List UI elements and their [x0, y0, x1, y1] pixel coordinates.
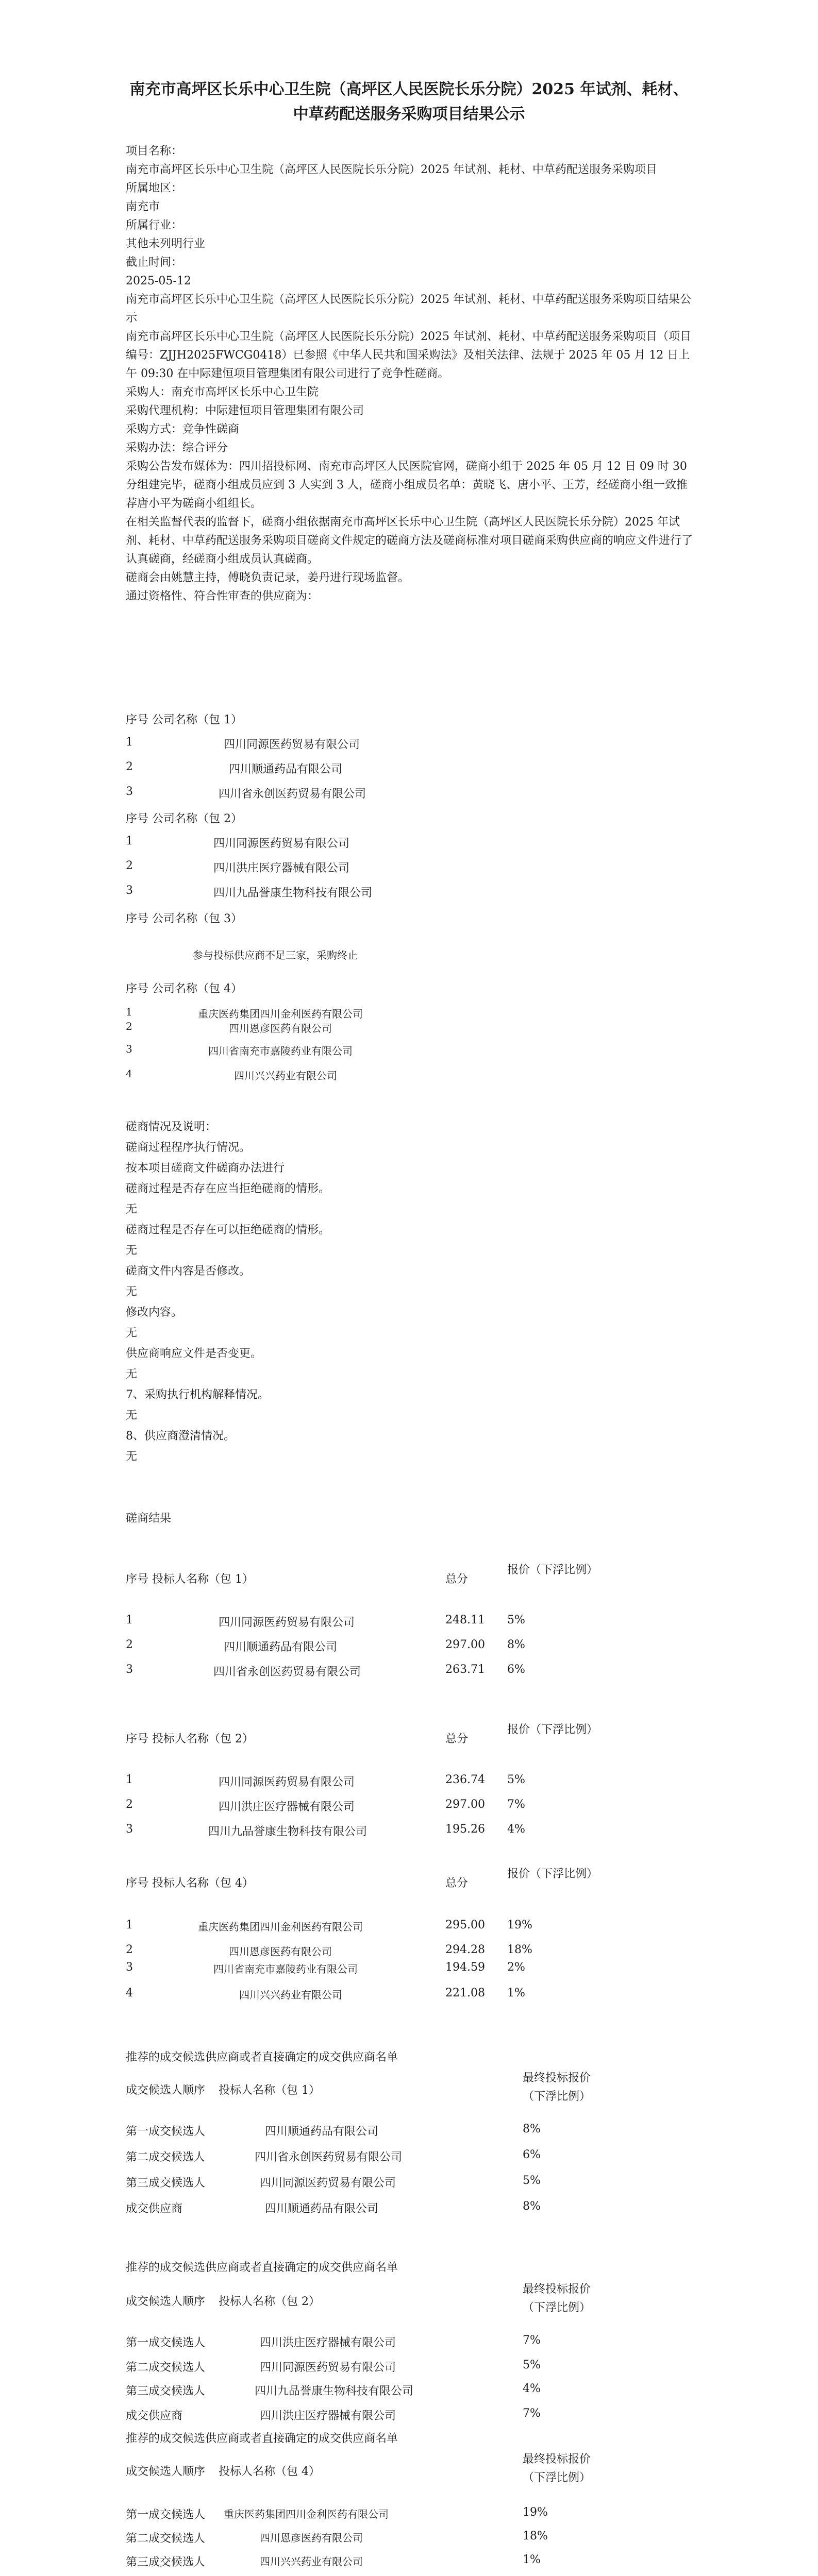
recommend-heading-3: 推荐的成交候选供应商或者直接确定的成交供应商名单: [126, 2432, 398, 2445]
document-title: [62, 77, 756, 127]
document-page: 南充市高坪区长乐中心卫生院（高坪区人民医院长乐分院）2025 年试剂、耗材、 中草药配送服务采购项目结果公示 项目名称： 南充市高坪区长乐中心卫生院（高坪区人民医院长乐分院）2025 年试剂、耗材、中草药配送服务采购项目 所属地区： 南充市 所属行业： 其他未列明行业 截止时间： 2025-05-12 南充市高坪区长乐中心卫生院（高坪区人民医院长乐分院）2025 年试剂、耗材、中草药配送服务采购项目结果公示 南充市高坪区长乐中心卫生院（高坪区人民医院长乐分院）2025 年试剂、耗材、中草药配送服务采购项目（项目编号：ZJJH2025FWCG0418）已参照《中华人民共和国采购法》及相关法律、法规于 2025 年 05 月 12 日上午 09:30 在中际建恒项目管理集团有限公司进行了竞争性磋商。 采购人：南充市高坪区长乐中心卫生院 采购代理机构：中际建恒项目管理集团有限公司 采购方式：竞争性磋商 采购办法：综合评分 采购公告发布媒体为：四川招投标网、南充市高坪区人民医院官网，磋商小组于 2025 年 05 月 12 日 09 时 30 分组建完毕，磋商小组成员应到 3 人实到 3 人，磋商小组成员名单：黄晓飞、唐小平、王芳，经磋商小组一致推荐唐小平为磋商小组组长。 在相关监督代表的监督下，磋商小组依据南充市高坪区长乐中心卫生院（高坪区人民医院长乐分院）2025 年试剂、耗材、中草药配送服务采购项目磋商文件规定的磋商方法及磋商标准对项目磋商采购供应商的响应文件进行了认真磋商，经磋商小组成员认真磋商。 磋商会由姚慧主持，傅晓负责记录，姜丹进行现场监督。 通过资格性、符合性审查的供应商为： 序号 公司名称（包 1） 1 四川同源医药贸易有限公司 2 四川顺通药品有限公司 3 四川省永创医药贸易有限公司 序号 公司名称（包 2） 1 四川同源医药贸易有限公司 2 四川洪庄医疗器械有限公司 3 四川九品誉康生物科技有限公司 序号 公司名称（包 3） 参与投标供应商不足三家，采购终止 序号 公司名称（包 4） 1 重庆医药集团四川金利医药有限公司 2 四川恩彦医药有限公司 3 四川省南充市嘉陵药业有限公司 4 四川兴兴药业有限公司 磋商情况及说明： 磋商过程程序执行情况。 按本项目磋商文件磋商办法进行 磋商过程是否存在应当拒绝磋商的情形。 无 磋商过程是否存在可以拒绝磋商的情形。 无 磋商文件内容是否修改。 无 修改内容。 无 供应商响应文件是否变更。 无 7、采购执行机构解释情况。 无 8、供应商澄清情况。 无 磋商结果 序号 投标人名称（包 1） 总分 报价（下浮比例） 1 四川同源医药贸易有限公司 248.11 5% 2 四川顺通药品有限公司 297.00 8% 3 四川省永创医药贸易有限公司 263.71 6% 序号 投标人名称（包 2） 总分 报价（下浮比例） 1 四川同源医药贸易有限公司 236.74 5% 2 四川洪庄医疗器械有限公司 297.00 7% 3 四川九品誉康生物科技有限公司 195.26 4% 序号 投标人名称（包 4） 总分 报价（下浮比例） 1 重庆医药集团四川金利医药有限公司 295.00 19% 2 四川恩彦医药有限公司 294.28 18% 3 四川省南充市嘉陵药业有限公司 194.59 2% 4 四川兴兴药业有限公司 221.08 1% 推荐的成交候选供应商或者直接确定的成交供应商名单 成交候选人顺序 投标人名称（包 1） 最终投标报价（下浮比例） 第一成交候选人 四川顺通药品有限公司 8% 第二成交候选人 四川省永创医药贸易有限公司 6% 第三成交候选人 四川同源医药贸易有限公司 5% 成交供应商 四川顺通药品有限公司 8% 推荐的成交候选供应商或者直接确定的成交供应商名单 成交候选人顺序 投标人名称（包 2） 最终投标报价（下浮比例） 第一成交候选人 四川洪庄医疗器械有限公司 7% 第二成交候选人 四川同源医药贸易有限公司 5% 第三成交候选人 四川九品誉康生物科技有限公司 4% 成交供应商 四川洪庄医疗器械有限公司 7% 推荐的成交候选供应商或者直接确定的成交供应商名单 成交候选人顺序 投标人名称（包 4） 最终投标报价（下浮比例） 第一成交候选人 重庆医药集团四川金利医药有限公司 19% 第二成交候选人 四川恩彦医药有限公司 18% 第三成交候选人 四川兴兴药业有限公司 1%: [0, 0, 818, 2576]
termination-note: 参与投标供应商不足三家，采购终止: [193, 949, 358, 961]
deadline-label: 截止时间：: [126, 256, 183, 269]
project-name-value: 南充市高坪区长乐中心卫生院（高坪区人民医院长乐分院）2025 年试剂、耗材、中草药配送服务采购项目: [126, 163, 657, 176]
explanation-line: 7、采购执行机构解释情况。: [126, 1388, 269, 1401]
explanation-line: 磋商过程是否存在可以拒绝磋商的情形。: [126, 1224, 330, 1236]
explanation-line: 无: [126, 1327, 138, 1340]
evaluation-method: 采购办法：综合评分: [126, 442, 228, 454]
industry-value: 其他未列明行业: [126, 238, 206, 250]
explanation-line: 8、供应商澄清情况。: [126, 1430, 235, 1443]
explanation-line: 无: [126, 1244, 138, 1257]
qualified-intro: 通过资格性、符合性审查的供应商为：: [126, 590, 319, 603]
project-name-label: 项目名称：: [126, 145, 183, 158]
procurement-method: 采购方式：竞争性磋商: [126, 423, 240, 436]
negotiation-explanation: [126, 1117, 693, 1467]
list-header: 序号 公司名称（包 3）: [126, 912, 242, 925]
list-header: 序号 公司名称（包 2）: [126, 812, 242, 825]
explanation-line: 无: [126, 1368, 138, 1381]
explanation-line: 无: [126, 1409, 138, 1422]
project-intro: [126, 142, 693, 606]
recommend-heading-2: 推荐的成交候选供应商或者直接确定的成交供应商名单: [126, 2261, 398, 2274]
agency: 采购代理机构：中际建恒项目管理集团有限公司: [126, 404, 364, 417]
region-value: 南充市: [126, 200, 160, 213]
explanation-line: 磋商过程程序执行情况。: [126, 1141, 251, 1154]
industry-label: 所属行业：: [126, 219, 183, 232]
recommend-heading-1: 推荐的成交候选供应商或者直接确定的成交供应商名单: [126, 2051, 398, 2064]
title-line-2: 中草药配送服务采购项目结果公示: [293, 105, 525, 123]
list-header: 序号 公司名称（包 1）: [126, 714, 242, 726]
explanation-line: 按本项目磋商文件磋商办法进行: [126, 1162, 285, 1175]
host-text: 磋商会由姚慧主持，傅晓负责记录，姜丹进行现场监督。: [126, 571, 410, 584]
explanation-line: 磋商情况及说明：: [126, 1121, 217, 1133]
project-full-name: 南充市高坪区长乐中心卫生院（高坪区人民医院长乐分院）2025 年试剂、耗材、中草药配送服务采购项目结果公示: [126, 293, 691, 325]
explanation-line: 修改内容。: [126, 1306, 183, 1319]
region-label: 所属地区：: [126, 182, 183, 195]
explanation-line: 磋商文件内容是否修改。: [126, 1265, 251, 1278]
project-description: 南充市高坪区长乐中心卫生院（高坪区人民医院长乐分院）2025 年试剂、耗材、中草药配送服务采购项目（项目编号：ZJJH2025FWCG0418）已参照《中华人民共和国采购法》及相关法律、法规于 2025 年 05 月 12 日上午 09:30 在中际建恒项目管理集团有限公司进行了竞争性磋商。: [126, 330, 691, 380]
explanation-line: 无: [126, 1285, 138, 1298]
results-heading: 磋商结果: [126, 1512, 172, 1525]
deadline-value: 2025-05-12: [126, 275, 191, 287]
publication-media: 采购公告发布媒体为：四川招投标网、南充市高坪区人民医院官网，磋商小组于 2025 年 05 月 12 日 09 时 30 分组建完毕，磋商小组成员应到 3 人实到 3 人，磋商小组成员名单：黄晓飞、唐小平、王芳，经磋商小组一致推荐唐小平为磋商小组组长。: [126, 460, 688, 510]
explanation-line: 无: [126, 1203, 138, 1216]
explanation-line: 无: [126, 1450, 138, 1463]
supervision-text: 在相关监督代表的监督下，磋商小组依据南充市高坪区长乐中心卫生院（高坪区人民医院长乐分院）2025 年试剂、耗材、中草药配送服务采购项目磋商文件规定的磋商方法及磋商标准对项目磋商采购供应商的响应文件进行了认真磋商，经磋商小组成员认真磋商。: [126, 516, 693, 566]
explanation-line: 供应商响应文件是否变更。: [126, 1347, 262, 1360]
list-header: 序号 公司名称（包 4）: [126, 982, 242, 995]
explanation-line: 磋商过程是否存在应当拒绝磋商的情形。: [126, 1182, 330, 1195]
buyer: 采购人：南充市高坪区长乐中心卫生院: [126, 386, 319, 399]
title-line-1: 南充市高坪区长乐中心卫生院（高坪区人民医院长乐分院）2025 年试剂、耗材、: [129, 80, 689, 98]
